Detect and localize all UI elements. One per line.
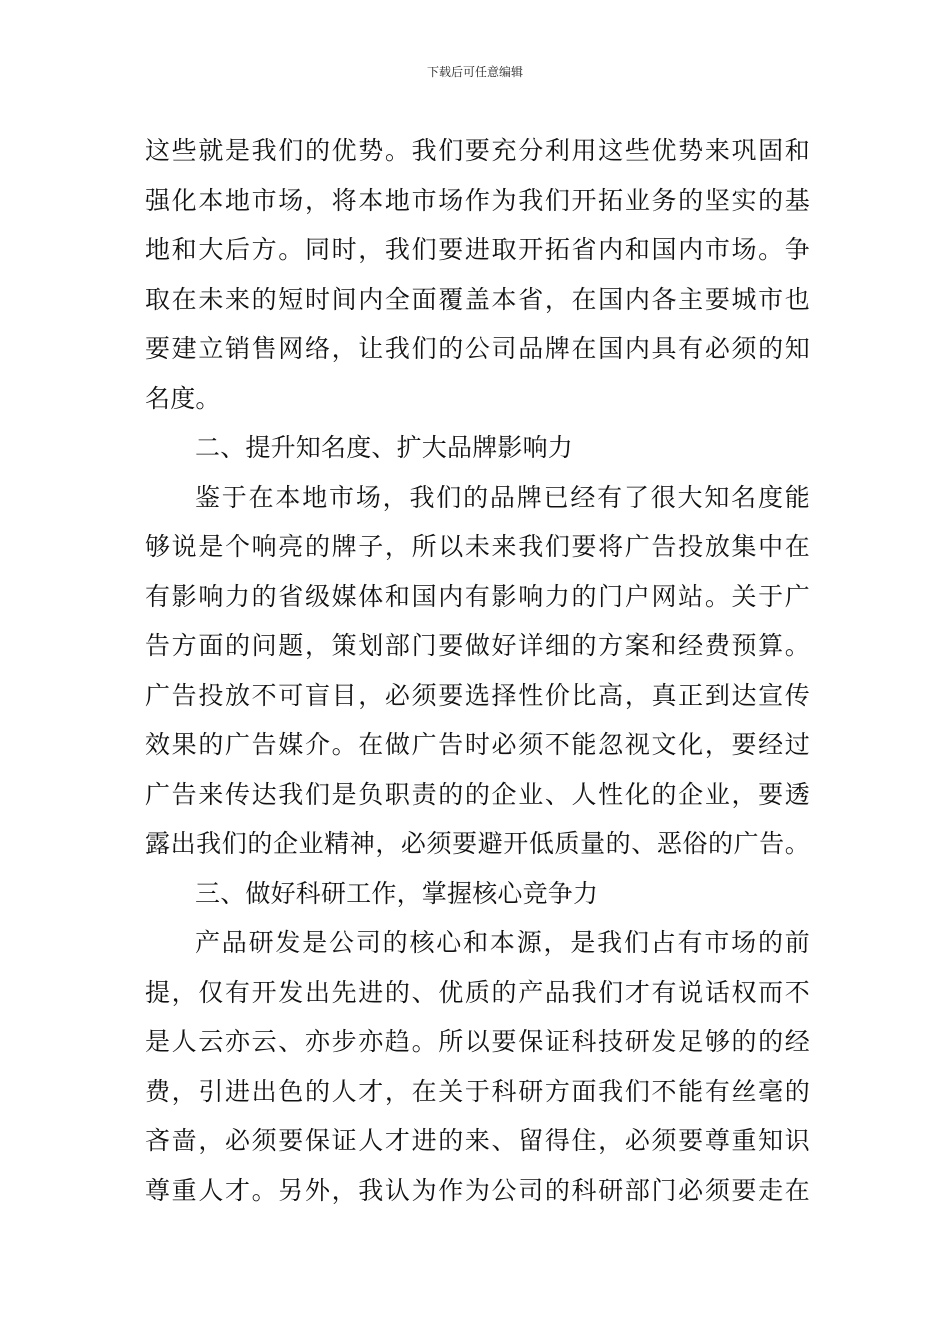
- text-line-18: 提，仅有开发出先进的、优质的产品我们才有说话权而不: [145, 977, 810, 1007]
- section-heading-2: 二、提升知名度、扩大品牌影响力: [195, 433, 574, 462]
- document-body: [145, 126, 810, 1215]
- text-line-11: 告方面的问题，策划部门要做好详细的方案和经费预算。: [145, 631, 810, 660]
- text-line-4: 取在未来的短时间内全面覆盖本省，在国内各主要城市也: [145, 284, 810, 314]
- text-line-8: 鉴于在本地市场，我们的品牌已经有了很大知名度能: [195, 482, 810, 512]
- text-line-1: 这些就是我们的优势。我们要充分利用这些优势来巩固和: [145, 136, 810, 165]
- text-line-6: 名度。: [145, 383, 221, 413]
- text-line-5: 要建立销售网络，让我们的公司品牌在国内具有必须的知: [145, 334, 810, 363]
- text-line-14: 广告来传达我们是负职责的的企业、人性化的企业，要透: [145, 779, 810, 809]
- text-line-2: 强化本地市场，将本地市场作为我们开拓业务的坚实的基: [145, 185, 810, 215]
- page-header: 下载后可任意编辑: [426, 65, 523, 79]
- section-heading-3: 三、做好科研工作，掌握核心竞争力: [195, 878, 599, 908]
- text-line-3: 地和大后方。同时，我们要进取开拓省内和国内市场。争: [145, 235, 810, 264]
- text-line-17: 产品研发是公司的核心和本源，是我们占有市场的前: [195, 928, 810, 957]
- text-line-13: 效果的广告媒介。在做广告时必须不能忽视文化，要经过: [145, 730, 810, 759]
- text-line-9: 够说是个响亮的牌子，所以未来我们要将广告投放集中在: [145, 532, 810, 561]
- text-line-12: 广告投放不可盲目，必须要选择性价比高，真正到达宣传: [145, 680, 810, 710]
- text-line-21: 吝啬，必须要保证人才进的来、留得住，必须要尊重知识: [145, 1126, 810, 1155]
- text-line-19: 是人云亦云、亦步亦趋。所以要保证科技研发足够的的经: [145, 1027, 810, 1056]
- text-line-15: 露出我们的企业精神，必须要避开低质量的、恶俗的广告。: [145, 829, 810, 858]
- text-line-20: 费，引进出色的人才，在关于科研方面我们不能有丝毫的: [145, 1076, 810, 1106]
- text-line-22: 尊重人才。另外，我认为作为公司的科研部门必须要走在: [145, 1175, 810, 1205]
- text-line-10: 有影响力的省级媒体和国内有影响力的门户网站。关于广: [145, 581, 810, 611]
